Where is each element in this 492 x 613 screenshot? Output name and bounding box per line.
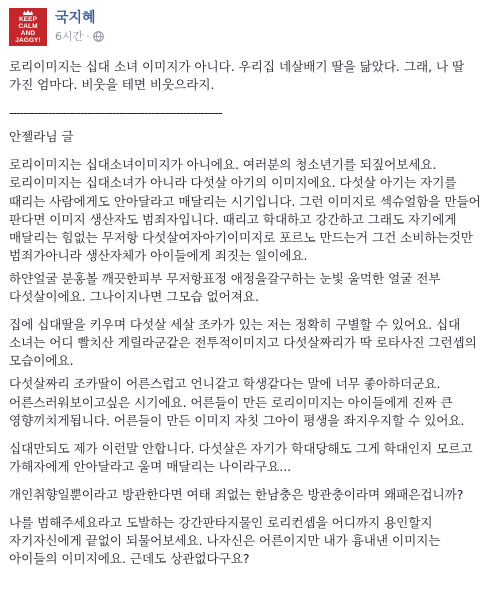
post-paragraph: 하얀얼굴 분홍볼 깨끗한피부 무저항표정 애정을갈구하는 눈빛 울먹한 얼굴 전부 다섯살이에요. 그나이지나면 그모습 없어져요. xyxy=(9,270,441,305)
post-paragraph: 집에 십대딸을 키우며 다섯살 세살 조카가 있는 저는 정확히 구별할 수 있어요. 십대 소녀는 어디 빨치산 게릴라군같은 전투적이미지고 다섯살짜리가 딱 로타사진 그런셉의 모습이에요. xyxy=(9,317,477,369)
avatar-line-3: AND xyxy=(20,30,36,37)
post-paragraph: 로리이미지는 십대소녀이미지가 아니에요. 여러분의 청소년기를 되짚어보세요. 로리이미지는 십대소녀가 아니라 다섯살 아기의 이미지에요. 다섯살 아기는 자기를 때리는 사람에게도 안아달라고 매달리는 시기입니다. 그런 이미지로 섹슈얼함을 만들어 판다면 이미지 생산자도 범죄자입니다. 때리고 학대하고 강간하고 그래도 자기에게 매달리는 힘없는 무저항 다섯살여자아기이미지로 포르노 만드는거 그건 소비하는것만 범죄가아니라 생산자체가 아이들에게 죄짓는 일이에요. xyxy=(9,157,481,263)
crown-icon xyxy=(23,10,33,15)
post-paragraph: 로리이미지는 십대 소녀 이미지가 아니다. 우리집 네살배기 딸을 닮았다. 그래, 나 딸 가진 엄마다. 비웃을 테면 비웃으라지. xyxy=(9,59,465,93)
post-body xyxy=(9,58,487,573)
post-paragraph: 나를 범해주세요라고 도발하는 강간판타지물인 로리컨셉을 어디까지 용인할지 자기자신에게 끝없이 되물어보세요. 나자신은 어른이지만 내가 흉내낸 이미지는 아이들의 이미지에요. 근데도 상관없다구요? xyxy=(9,514,441,567)
post-paragraph: 십대만되도 제가 이런말 안합니다. 다섯살은 자기가 학대당해도 그게 학대인지 모르고 가해자에게 안아달라고 울며 매달리는 나이라구요... xyxy=(9,440,473,474)
avatar[interactable] xyxy=(9,8,47,46)
avatar-line-4: JAGGY! xyxy=(15,37,41,44)
avatar-line-2: CALM xyxy=(18,23,38,30)
globe-icon[interactable] xyxy=(93,31,104,42)
post-paragraph: 개인취향일뿐이라고 방관한다면 여태 죄없는 한남충은 방관충이라며 왜패은겁니까? xyxy=(9,486,464,502)
divider-line: ------------------------------------------------------------ xyxy=(9,105,222,121)
post-paragraph: 안젤라님 글 xyxy=(9,129,74,145)
post-timestamp[interactable]: 6시간 xyxy=(55,30,84,43)
meta-separator: · xyxy=(86,29,90,43)
post-paragraph: 다섯살짜리 조카딸이 어른스럽고 언니같고 학생같다는 말에 너무 좋아하더군요. 어른스러워보이고싶은 시기에요. 어른들이 만든 로리이미지는 아이들에게 진짜 큰 영향끼치게됩니다. 어른들이 만든 이미지 자칫 그아이 평생을 좌지우지할 수 있어요. xyxy=(9,376,465,428)
avatar-line-1: KEEP xyxy=(18,16,38,23)
author-name[interactable]: 국지혜 xyxy=(55,10,96,26)
post-meta xyxy=(55,28,104,44)
